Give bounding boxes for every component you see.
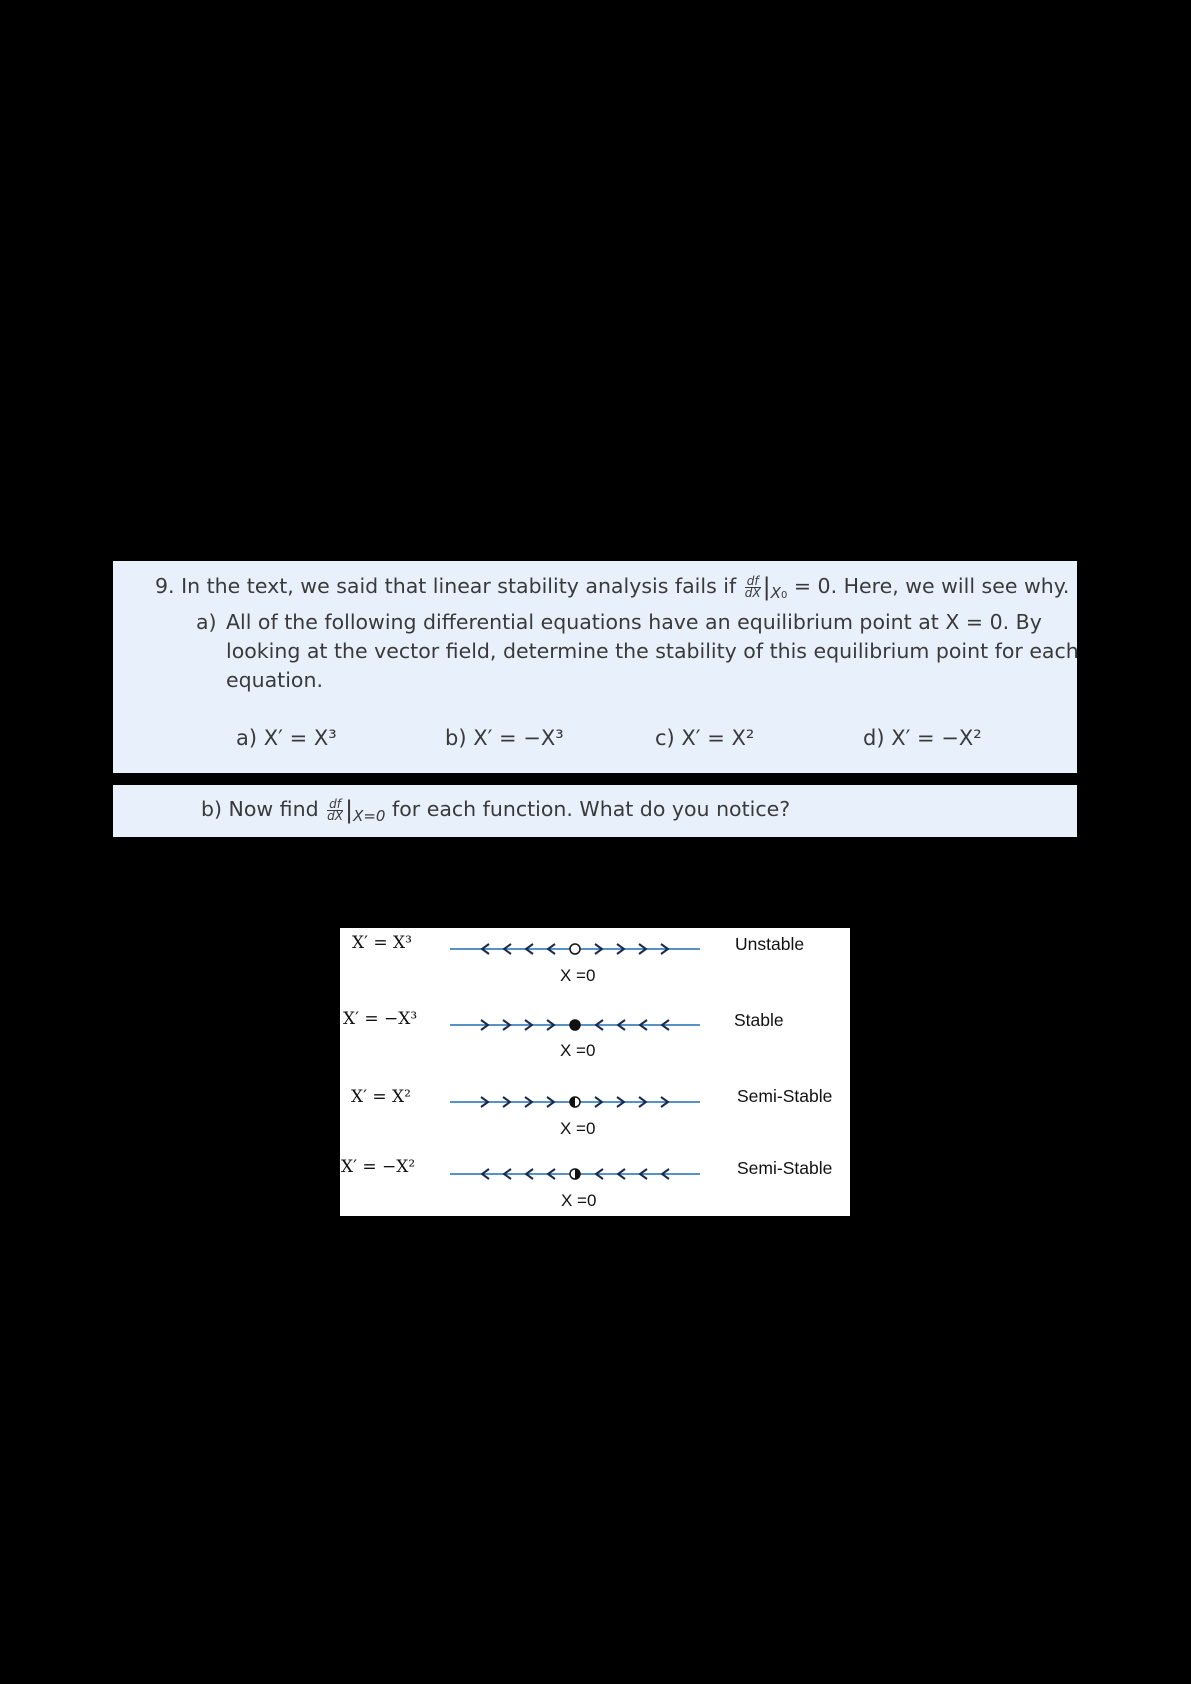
equation-a: a) X′ = X³ xyxy=(236,726,337,750)
phase-line xyxy=(450,1167,700,1181)
intro-text-end: = 0. Here, we will see why. xyxy=(793,574,1070,598)
part-a-line-3: equation. xyxy=(226,668,323,692)
equation-b: b) X′ = −X³ xyxy=(445,726,564,750)
row-result: Semi-Stable xyxy=(737,1086,833,1106)
phase-line xyxy=(450,1095,700,1109)
part-a-label: a) xyxy=(196,610,217,634)
part-b-subscript: X=0 xyxy=(353,807,386,825)
row-result: Unstable xyxy=(735,934,805,954)
equilibrium-point-open xyxy=(570,944,580,954)
phase-line xyxy=(450,1018,700,1032)
part-b-after: for each function. What do you notice? xyxy=(392,797,791,821)
row-point-label: X =0 xyxy=(560,966,596,985)
row-equation: X′ = −X² xyxy=(341,1157,416,1177)
derivative-fraction: $\frac{df}{dX}$ xyxy=(744,573,761,600)
equation-d: d) X′ = −X² xyxy=(863,726,982,750)
question-number: 9. xyxy=(155,574,175,598)
row-point-label: X =0 xyxy=(560,1119,596,1138)
phase-line-figure xyxy=(340,928,850,1216)
row-point-label: X =0 xyxy=(560,1041,596,1060)
intro-text: In the text, we said that linear stability analysis fails if xyxy=(181,574,737,598)
part-a-line-1: All of the following differential equations have an equilibrium point at X = 0. By xyxy=(226,610,1042,634)
row-equation: X′ = −X³ xyxy=(343,1009,418,1029)
part-b-fraction: $\frac{df}{dX}$ xyxy=(327,796,343,823)
question-intro: 9. In the text, we said that linear stability analysis fails if $\frac{df}{dX}$ $|_{X0} = 0$. Here, we will see why. xyxy=(155,573,1070,602)
part-a-line-2: looking at the vector field, determine the stability of this equilibrium point for each xyxy=(226,639,1079,663)
equilibrium-point-filled xyxy=(570,1020,580,1030)
row-equation: X′ = X² xyxy=(351,1087,411,1107)
phase-line xyxy=(450,942,700,956)
row-point-label: X =0 xyxy=(561,1191,597,1210)
part-b-before: b) Now find xyxy=(201,797,319,821)
part-b-text: b) Now find $\frac{df}{dX}$ $|_{X=0}$ for each function. What do you notice? xyxy=(201,796,791,825)
derivative-subscript: X0 xyxy=(770,584,788,602)
row-result: Semi-Stable xyxy=(737,1158,833,1178)
equation-c: c) X′ = X² xyxy=(655,726,755,750)
row-result: Stable xyxy=(734,1010,784,1030)
row-equation: X′ = X³ xyxy=(352,933,412,953)
